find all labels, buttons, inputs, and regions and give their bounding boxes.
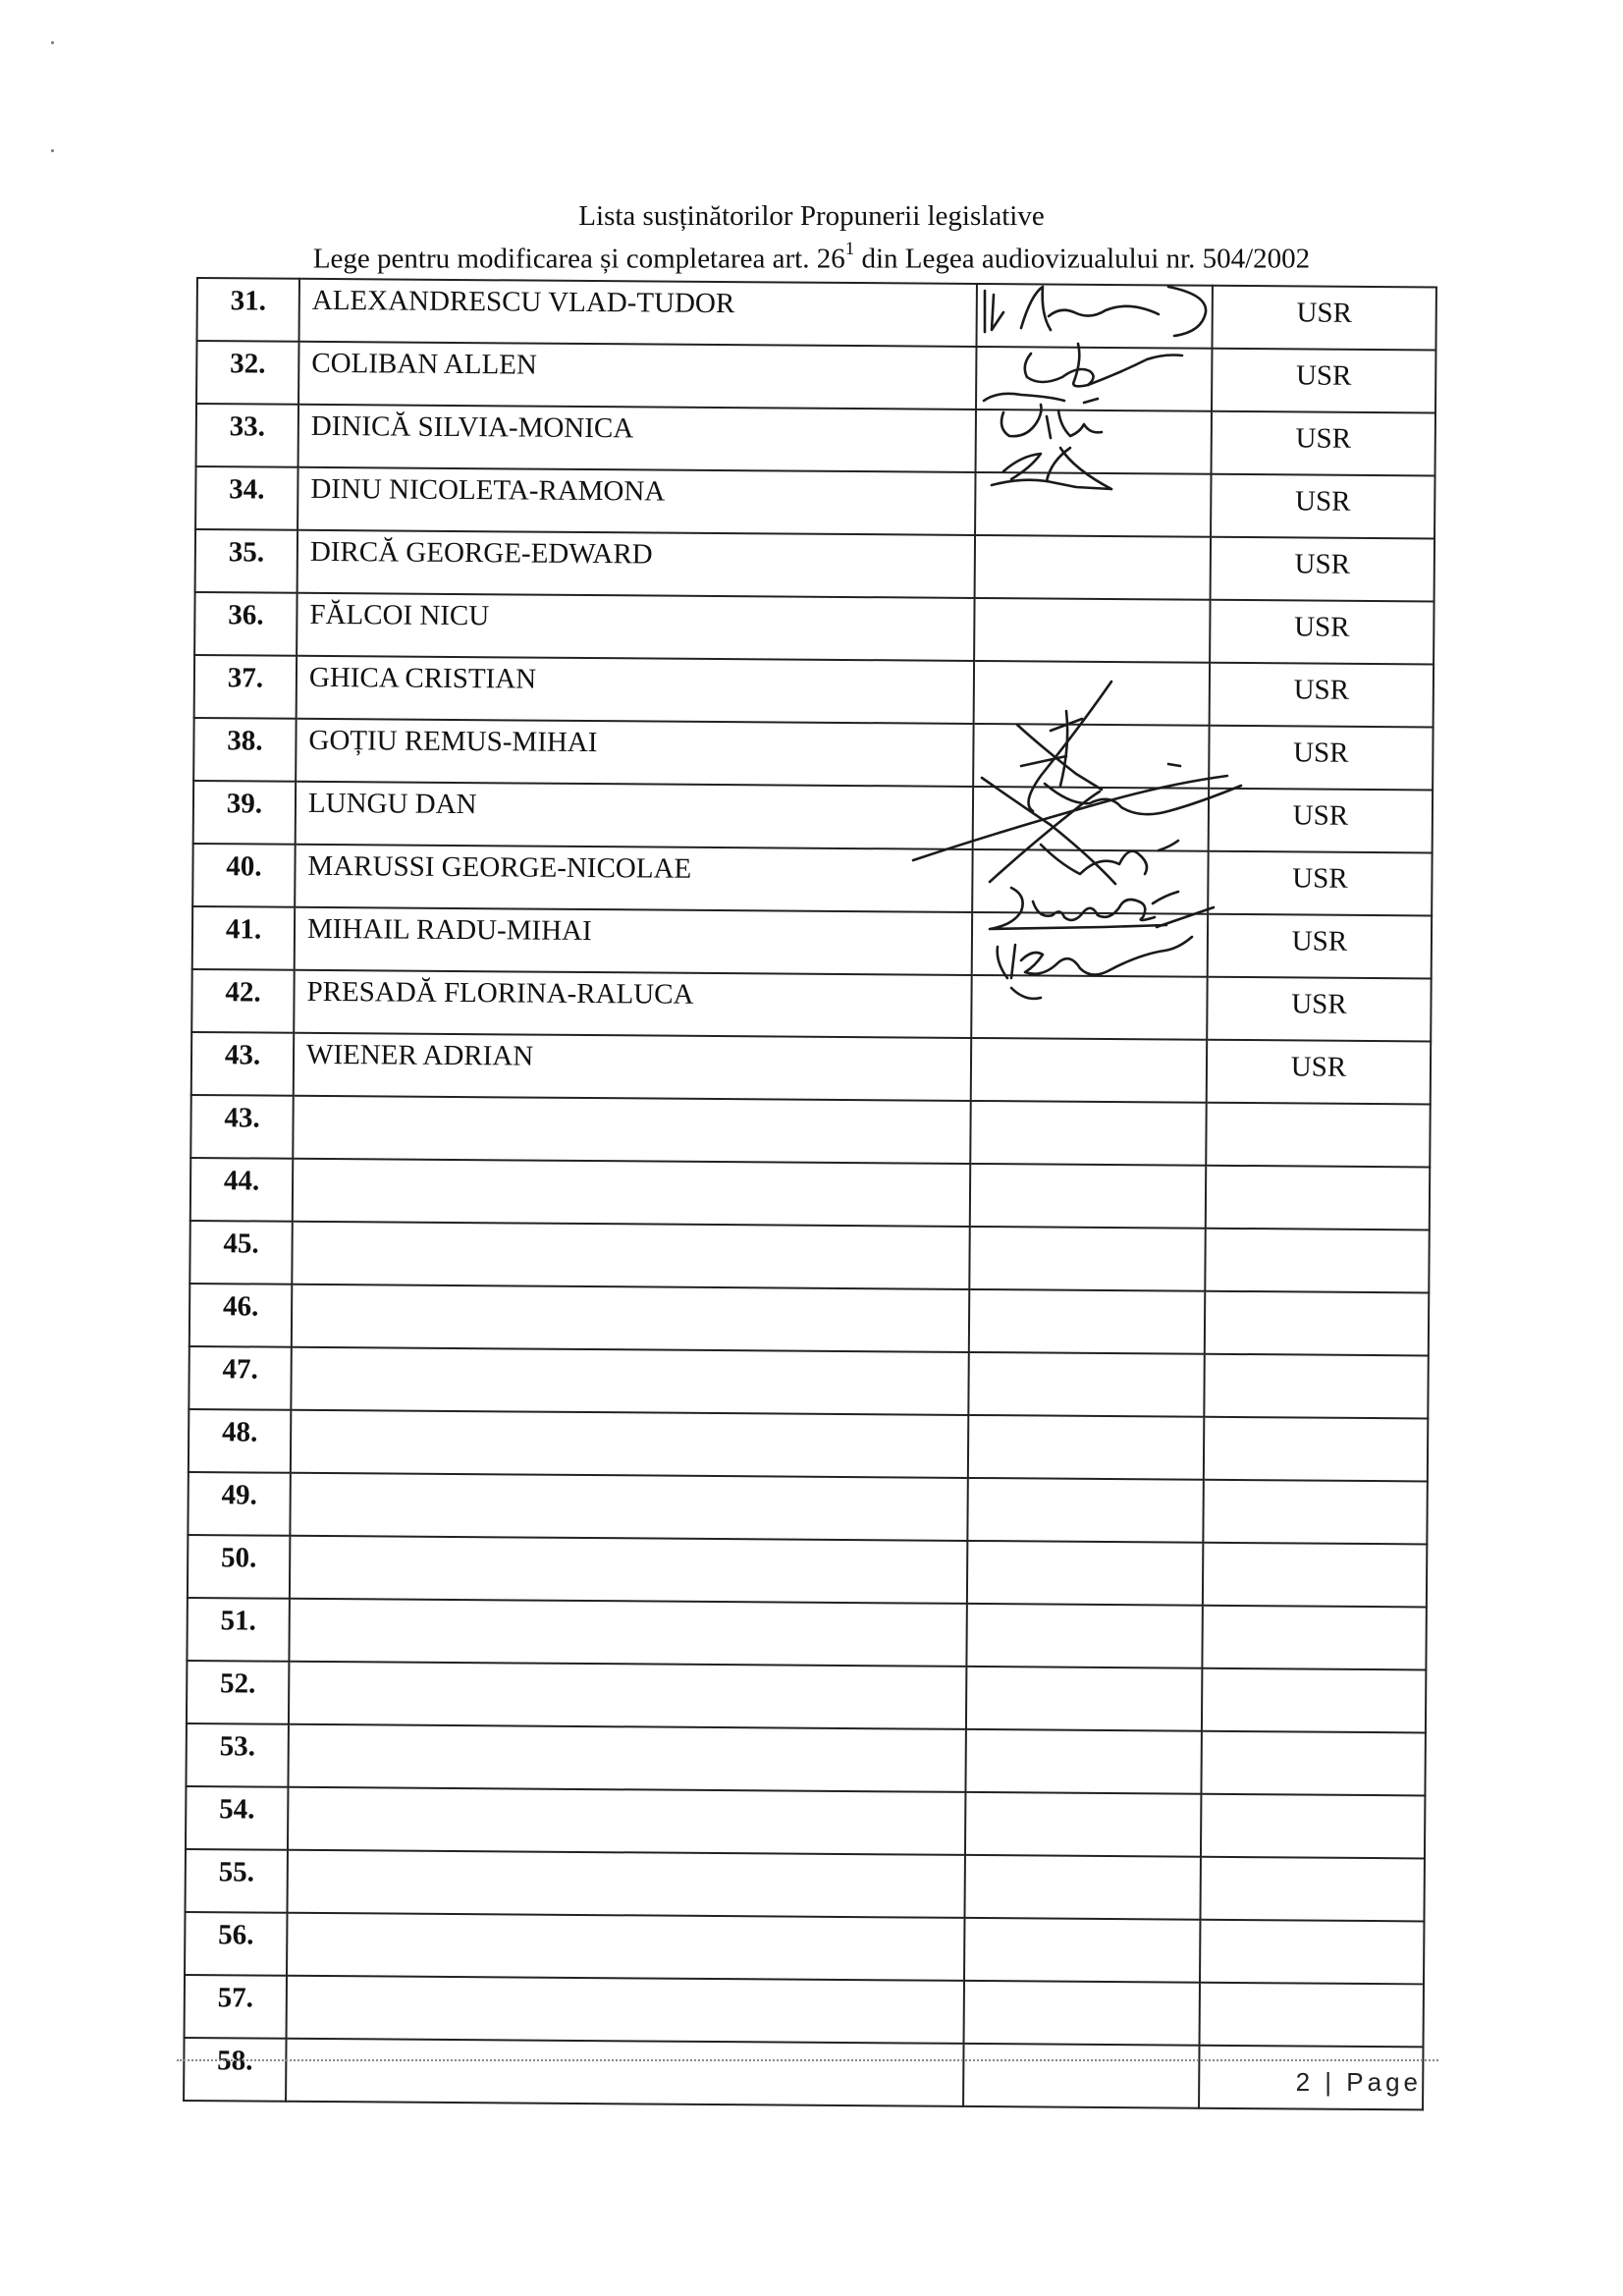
row-number: 58. [184, 2038, 286, 2102]
member-name [288, 1787, 965, 1855]
table-row [193, 718, 1433, 790]
row-number: 44. [190, 1158, 293, 1222]
party-cell: USR [1207, 1040, 1431, 1105]
party-cell [1205, 1229, 1429, 1293]
table-row [188, 1535, 1427, 1607]
party-cell: USR [1212, 349, 1435, 413]
row-number: 51. [187, 1598, 289, 1662]
member-name: DINU NICOLETA-RAMONA [298, 467, 975, 535]
row-number: 48. [189, 1409, 291, 1473]
member-name [289, 1662, 966, 1729]
table-row [191, 969, 1431, 1041]
row-number: 40. [192, 844, 295, 907]
signature-cell-empty [970, 1101, 1206, 1166]
row-number: 54. [186, 1786, 288, 1850]
member-name [288, 1724, 965, 1792]
party-cell: USR [1212, 411, 1435, 476]
member-name [292, 1222, 969, 1289]
party-cell: USR [1212, 286, 1435, 351]
signature-cell [972, 849, 1208, 914]
signature-cell-empty [974, 598, 1210, 663]
supporters-table-wrapper [183, 277, 1435, 2110]
party-cell [1203, 1543, 1427, 1608]
row-number: 53. [186, 1723, 288, 1787]
row-number: 32. [196, 341, 298, 405]
table-row [192, 844, 1432, 915]
row-number: 31. [197, 278, 299, 342]
row-number: 52. [187, 1661, 289, 1724]
signature-cell [976, 347, 1212, 411]
row-number: 55. [186, 1849, 288, 1913]
member-name: DINICĂ SILVIA-MONICA [298, 405, 976, 472]
member-name: COLIBAN ALLEN [298, 342, 976, 410]
table-row [196, 404, 1435, 475]
table-row [197, 278, 1436, 350]
row-number: 47. [189, 1346, 291, 1410]
signature-cell-empty [966, 1604, 1202, 1668]
party-cell [1200, 1983, 1424, 2048]
table-row [194, 592, 1434, 664]
signature-cell-empty [965, 1792, 1201, 1857]
party-cell [1203, 1480, 1427, 1545]
table-row [184, 2038, 1423, 2109]
member-name [289, 1599, 966, 1667]
row-number: 35. [195, 529, 298, 593]
member-name [293, 1159, 970, 1227]
row-number: 37. [194, 655, 297, 719]
member-name [286, 2039, 963, 2106]
party-cell: USR [1208, 851, 1432, 916]
document-title: Lista susținătorilor Propunerii legislative [578, 200, 1045, 232]
row-number: 43. [190, 1095, 293, 1159]
table-row [189, 1346, 1428, 1418]
member-name [291, 1347, 968, 1415]
table-row [186, 1849, 1425, 1921]
table-row [195, 466, 1434, 538]
party-cell [1204, 1354, 1428, 1419]
signature-cell-empty [968, 1352, 1204, 1417]
table-row [191, 1032, 1431, 1104]
party-cell: USR [1209, 789, 1433, 853]
party-cell: USR [1208, 914, 1432, 979]
table-row [190, 1158, 1430, 1230]
signature-cell [971, 975, 1207, 1040]
member-name: WIENER ADRIAN [294, 1033, 971, 1101]
signature-cell [973, 724, 1209, 789]
party-cell [1206, 1166, 1430, 1230]
member-name: PRESADĂ FLORINA-RALUCA [294, 970, 971, 1038]
table-row [190, 1095, 1430, 1167]
party-cell: USR [1207, 977, 1431, 1042]
row-number: 34. [195, 466, 298, 530]
document-subtitle: Lege pentru modificarea și completarea art. $26^1$ din Legea audiovizualului nr. 504/2002 [312, 239, 1311, 275]
row-number: 46. [189, 1284, 292, 1347]
supporters-table [183, 277, 1437, 2110]
table-row [189, 1221, 1429, 1292]
party-cell: USR [1210, 600, 1434, 665]
member-name [292, 1285, 969, 1352]
row-number: 57. [185, 1975, 287, 2039]
signature-cell-empty [965, 1729, 1201, 1794]
member-name [293, 1096, 970, 1164]
table-row [195, 529, 1434, 601]
party-cell [1202, 1668, 1426, 1733]
row-number: 45. [189, 1221, 292, 1285]
table-row [187, 1598, 1426, 1669]
table-row [196, 341, 1435, 412]
member-name: GHICA CRISTIAN [297, 656, 974, 724]
party-cell: USR [1211, 474, 1434, 539]
party-cell [1200, 1920, 1424, 1985]
table-row [189, 1409, 1428, 1481]
signature-cell-empty [966, 1667, 1202, 1731]
signature-cell [975, 472, 1211, 537]
member-name: GOȚIU REMUS-MIHAI [296, 719, 973, 787]
party-cell [1201, 1794, 1425, 1859]
member-name: MARUSSI GEORGE-NICOLAE [295, 845, 972, 912]
row-number: 33. [196, 404, 298, 467]
party-cell: USR [1211, 537, 1434, 602]
signature-cell [971, 1038, 1207, 1103]
row-number: 43. [191, 1032, 294, 1096]
table-row [193, 781, 1433, 852]
signature-cell-empty [967, 1478, 1203, 1543]
signature-cell-empty [969, 1289, 1205, 1354]
table-row [192, 906, 1432, 978]
page-number: 2 | Page [1295, 2067, 1422, 2097]
table-row [186, 1786, 1425, 1858]
member-name: MIHAIL RADU-MIHAI [295, 907, 972, 975]
member-name [290, 1473, 967, 1541]
signature-cell [973, 787, 1209, 851]
row-number: 42. [191, 969, 294, 1033]
row-number: 38. [193, 718, 296, 782]
signature-cell-empty [963, 2044, 1199, 2108]
member-name: FĂLCOI NICU [297, 593, 974, 661]
member-name [290, 1536, 967, 1604]
member-name: DIRCĂ GEORGE-EDWARD [298, 530, 975, 598]
scan-speck [51, 149, 54, 152]
member-name: ALEXANDRESCU VLAD-TUDOR [299, 279, 977, 347]
signature-cell-empty [975, 535, 1211, 600]
party-cell [1200, 1857, 1424, 1922]
signature-cell-empty [964, 1855, 1200, 1920]
signature-cell [972, 912, 1208, 977]
table-row [188, 1472, 1427, 1544]
scan-speck [51, 41, 54, 44]
signature-cell [976, 410, 1212, 474]
party-cell [1201, 1731, 1425, 1796]
member-name [287, 1976, 964, 2044]
party-cell [1204, 1417, 1428, 1482]
table-row [194, 655, 1434, 727]
party-cell [1205, 1291, 1429, 1356]
party-cell: USR [1210, 663, 1434, 728]
signature-cell-empty [974, 661, 1210, 726]
signature-cell-empty [964, 1981, 1200, 2046]
member-name [288, 1850, 965, 1918]
member-name: LUNGU DAN [296, 782, 973, 849]
row-number: 39. [193, 781, 296, 845]
member-name [291, 1410, 968, 1478]
signature-cell-empty [970, 1164, 1206, 1229]
table-row [187, 1661, 1426, 1732]
signature-cell [976, 284, 1212, 349]
party-cell [1206, 1103, 1430, 1168]
signature-cell-empty [969, 1227, 1205, 1291]
row-number: 36. [194, 592, 297, 656]
signature-cell-empty [968, 1415, 1204, 1480]
footer-divider [177, 2059, 1438, 2061]
table-row [185, 1975, 1424, 2047]
signature-cell-empty [967, 1541, 1203, 1606]
party-cell [1202, 1606, 1426, 1670]
party-cell: USR [1209, 726, 1433, 791]
member-name [287, 1913, 964, 1981]
table-row [186, 1723, 1425, 1795]
table-row [189, 1284, 1429, 1355]
row-number: 50. [188, 1535, 290, 1599]
table-row [185, 1912, 1424, 1984]
row-number: 49. [188, 1472, 290, 1536]
row-number: 41. [192, 906, 295, 970]
row-number: 56. [185, 1912, 287, 1976]
signature-cell-empty [964, 1918, 1200, 1983]
